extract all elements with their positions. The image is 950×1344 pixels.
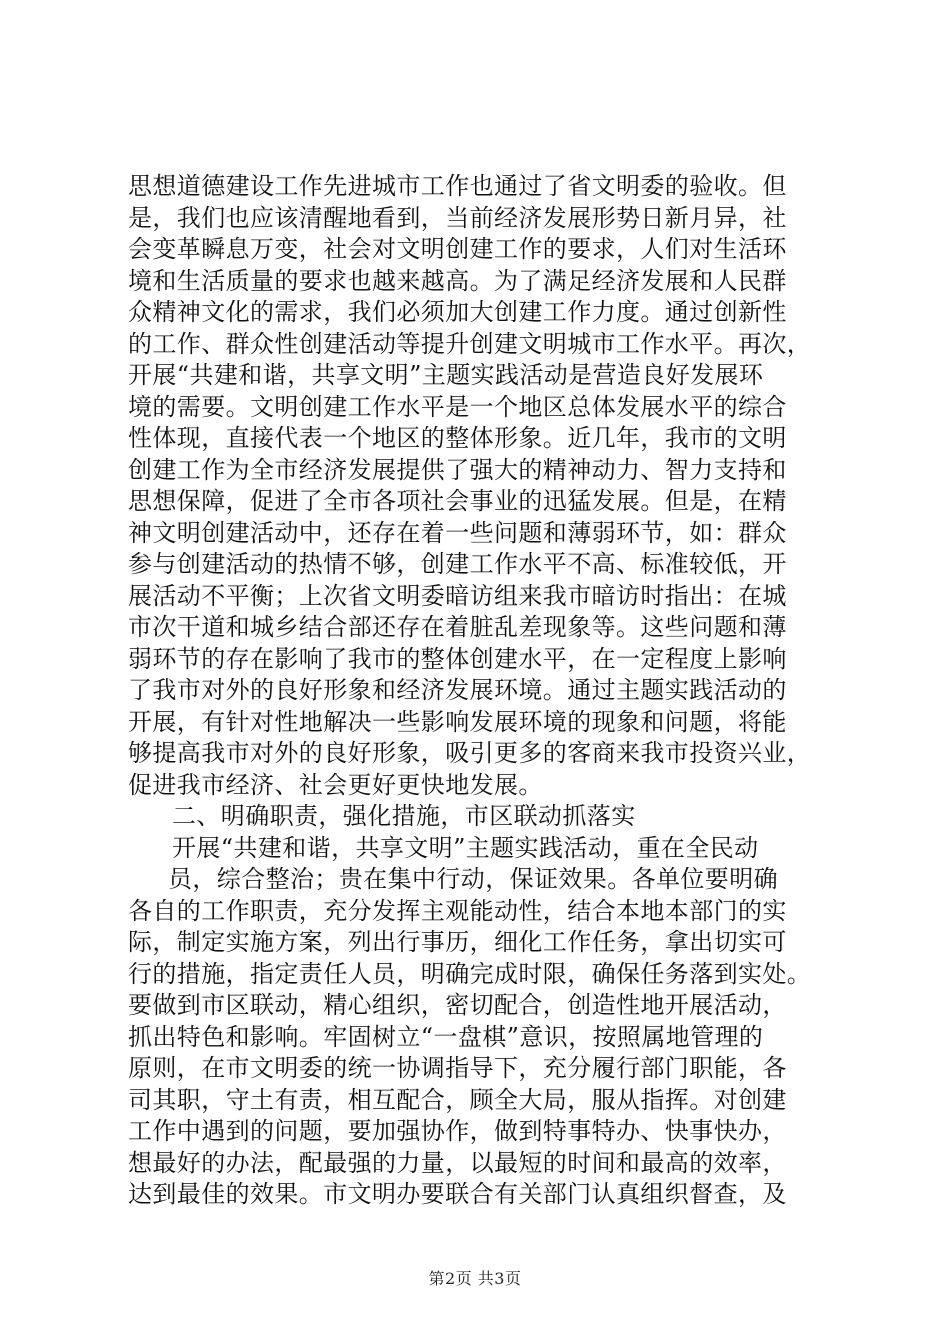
text-line: 开展“共建和谐，共享文明”主题实践活动，重在全民动 <box>172 833 759 862</box>
text-line: 了我市对外的良好形象和经济发展环境。通过主题实践活动的 <box>128 676 787 704</box>
text-line: 开展，有针对性地解决一些影响发展环境的现象和问题，将能 <box>128 707 787 736</box>
text-line: 达到最佳的效果。市文明办要联合有关部门认真组织督查，及 <box>128 1180 787 1208</box>
text-line: 性体现，直接代表一个地区的整体形象。近几年，我市的文明 <box>128 424 787 452</box>
document-body <box>128 171 838 1211</box>
text-line: 参与创建活动的热情不够，创建工作水平不高、标准较低，开 <box>128 550 787 578</box>
text-line: 弱环节的存在影响了我市的整体创建水平，在一定程度上影响 <box>128 644 787 673</box>
text-line: 思想道德建设工作先进城市工作也通过了省文明委的验收。但 <box>128 172 787 200</box>
text-line: 原则，在市文明委的统一协调指导下，充分履行部门职能，各 <box>128 1054 787 1082</box>
text-line: 际，制定实施方案，列出行事历，细化工作任务，拿出切实可 <box>128 928 787 956</box>
text-line: 众精神文化的需求，我们必须加大创建工作力度。通过创新性 <box>128 298 787 326</box>
text-line: 工作中遇到的问题，要加强协作，做到特事特办、快事快办， <box>128 1117 787 1145</box>
text-line: 抓出特色和影响。牢固树立“一盘棋”意识，按照属地管理的 <box>128 1022 764 1051</box>
text-line: 司其职，守土有责，相互配合，顾全大局，服从指挥。对创建 <box>128 1085 787 1114</box>
text-line: 想最好的办法，配最强的力量，以最短的时间和最高的效率， <box>128 1148 787 1177</box>
text-line: 境和生活质量的要求也越来越高。为了满足经济发展和人民群 <box>128 266 787 295</box>
text-line: 行的措施，指定责任人员，明确完成时限，确保任务落到实处。 <box>128 959 812 988</box>
section-heading: 二、明确职责，强化措施，市区联动抓落实 <box>172 802 636 830</box>
text-line: 的工作、群众性创建活动等提升创建文明城市工作水平。再次， <box>128 329 812 358</box>
text-line: 要做到市区联动，精心组织，密切配合，创造性地开展活动， <box>128 991 787 1019</box>
text-line: 是，我们也应该清醒地看到，当前经济发展形势日新月异，社 <box>128 203 787 232</box>
page-number-footer: 第2页 共3页 <box>428 1269 522 1288</box>
text-line: 境的需要。文明创建工作水平是一个地区总体发展水平的综合 <box>128 392 787 421</box>
text-line: 各自的工作职责，充分发挥主观能动性，结合本地本部门的实 <box>128 896 787 925</box>
text-line: 市次干道和城乡结合部还存在着脏乱差现象等。这些问题和薄 <box>128 613 787 641</box>
text-line: 展活动不平衡；上次省文明委暗访组来我市暗访时指出：在城 <box>128 581 787 610</box>
text-line: 够提高我市对外的良好形象，吸引更多的客商来我市投资兴业， <box>128 739 812 767</box>
text-line: 创建工作为全市经济发展提供了强大的精神动力、智力支持和 <box>128 455 787 484</box>
text-line: 员，综合整治；贵在集中行动，保证效果。各单位要明确 <box>168 865 778 893</box>
text-line: 神文明创建活动中，还存在着一些问题和薄弱环节，如：群众 <box>128 518 787 547</box>
text-line: 促进我市经济、社会更好更快地发展。 <box>128 770 543 799</box>
text-line: 开展“共建和谐，共享文明”主题实践活动是营造良好发展环 <box>128 361 764 389</box>
text-line: 思想保障，促进了全市各项社会事业的迅猛发展。但是，在精 <box>128 487 787 515</box>
text-line: 会变革瞬息万变，社会对文明创建工作的要求，人们对生活环 <box>128 235 787 263</box>
